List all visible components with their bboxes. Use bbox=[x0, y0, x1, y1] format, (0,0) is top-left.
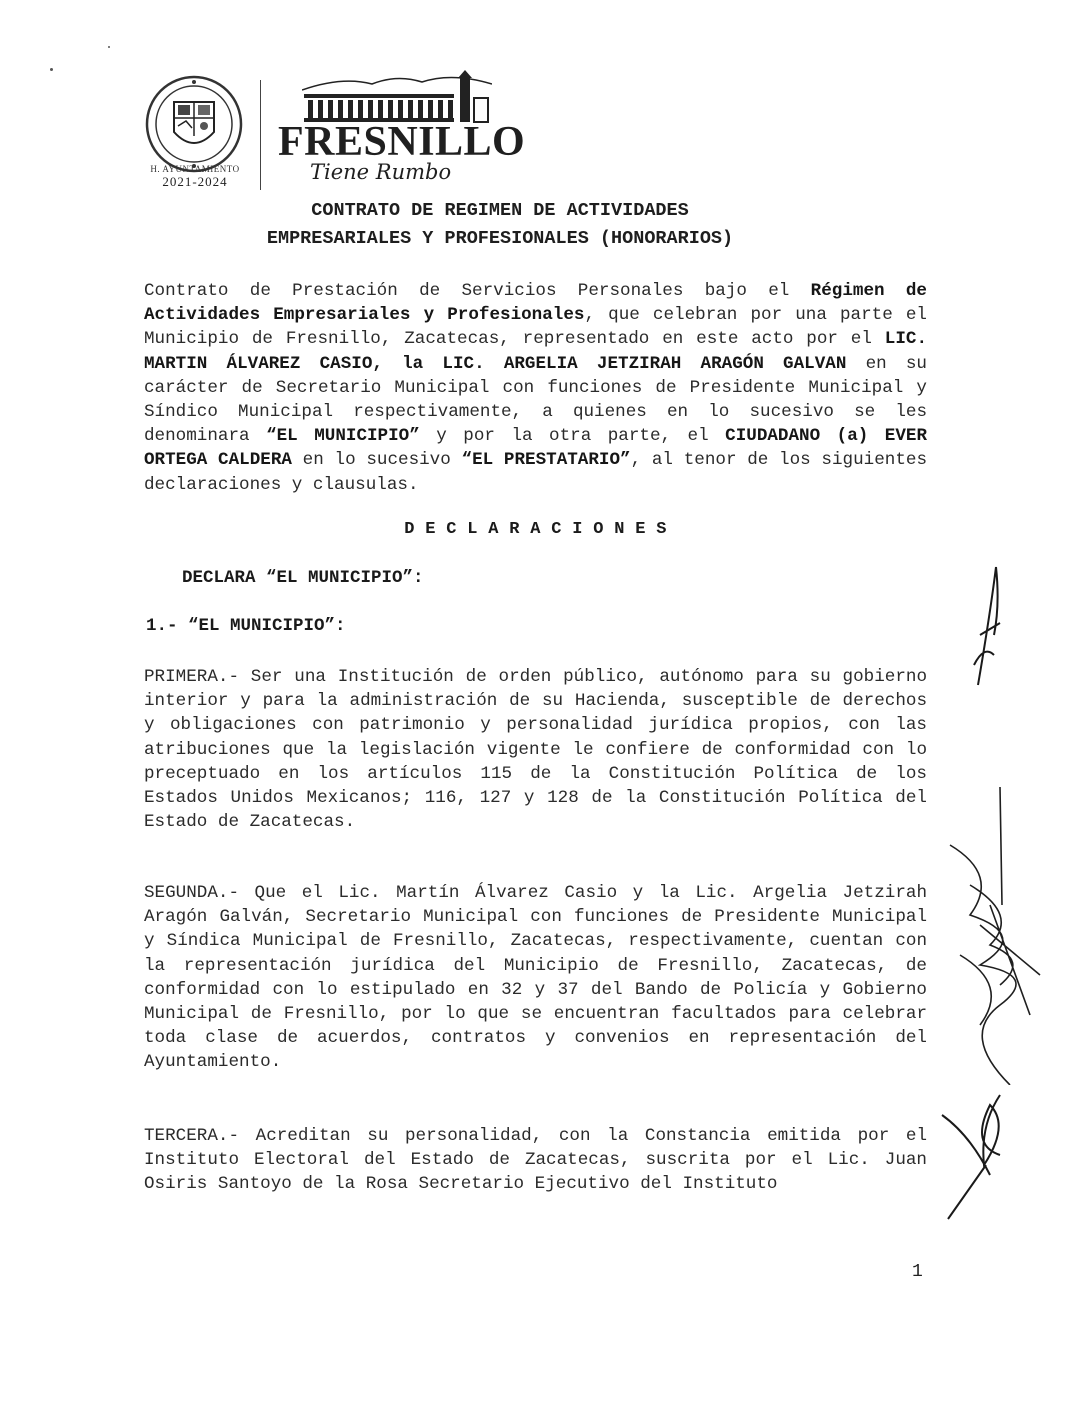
clause-tercera: TERCERA.- Acreditan su personalidad, con la Constancia emitida por el Instituto Electoral del Estado de Zacatecas, suscrita por el Lic. Juan Osiris Santoyo de la Rosa Secretario Ejecutivo del Instituto bbox=[144, 1126, 927, 1195]
scan-speck bbox=[50, 68, 53, 71]
section-1-heading: 1.- “EL MUNICIPIO”: bbox=[146, 616, 346, 636]
intro-text: , que celebran por una parte el Municipio de Fresnillo, Zacatecas, representado en este acto por el bbox=[144, 305, 927, 350]
intro-text: en lo sucesivo bbox=[291, 450, 462, 471]
intro-bold-representatives: LIC. MARTIN ÁLVAREZ CASIO, la LIC. ARGELIA JETZIRAH ARAGÓN GALVAN bbox=[144, 329, 927, 374]
document-title-line-2: EMPRESARIALES Y PROFESIONALES (HONORARIOS) bbox=[266, 228, 734, 249]
clause-primera: PRIMERA.- Ser una Institución de orden público, autónomo para su gobierno interior y para la administración de su Hacienda, susceptible de derechos y obligaciones con patrimonio y personalidad jurídica propios, con las atribuciones que la legislación vigente le confiere de conformidad con lo preceptuado en los artículos 115 de la Constitución Política de los Estados Unidos Mexicanos; 116, 127 y 128 de la Constitución Política del Estado de Zacatecas. bbox=[144, 667, 927, 833]
brand-name: FRESNILLO bbox=[278, 119, 526, 165]
intro-text: Contrato de Prestación de Servicios Personales bajo el bbox=[144, 281, 811, 301]
signature-mark bbox=[940, 1085, 1020, 1225]
intro-bold-prestatario: “EL PRESTATARIO” bbox=[461, 450, 631, 471]
intro-bold-regimen: Régimen de Actividades Empresariales y Profesionales bbox=[144, 281, 927, 326]
ayuntamiento-years: 2021-2024 bbox=[162, 174, 228, 189]
municipal-seal-icon bbox=[144, 74, 244, 174]
intro-paragraph bbox=[144, 279, 927, 497]
intro-text: y por la otra parte, el bbox=[419, 426, 726, 447]
intro-bold-ciudadano: CIUDADANO (a) EVER ORTEGA CALDERA bbox=[144, 426, 928, 471]
document-title-line-1: CONTRATO DE REGIMEN DE ACTIVIDADES bbox=[311, 200, 689, 221]
header-divider bbox=[260, 80, 261, 190]
brand-tagline: Tiene Rumbo bbox=[310, 160, 452, 184]
building-skyline-icon bbox=[302, 68, 492, 124]
declara-municipio-heading: DECLARA “EL MUNICIPIO”: bbox=[182, 568, 424, 588]
ayuntamiento-label: H. AYUNTAMIENTO bbox=[150, 164, 240, 174]
intro-text: en su carácter de Secretario Municipal con funciones de Presidente Municipal y Síndico Municipal respectivamente, a quienes en lo sucesivo se les denominara bbox=[144, 353, 927, 447]
intro-bold-municipio: “EL MUNICIPIO” bbox=[266, 426, 420, 447]
signature-mark bbox=[940, 785, 1050, 1085]
clause-segunda: SEGUNDA.- Que el Lic. Martín Álvarez Casio y la Lic. Argelia Jetzirah Aragón Galván, Secretario Municipal con funciones de Presidente Municipal y Síndica Municipal de Fresnillo, Zacatecas, respectivamente, cuentan con la representación jurídica del Municipio de Fresnillo, Zacatecas, de conformidad con lo estipulado en 32 y 37 del Bando de Policía y Gobierno Municipal de Fresnillo, por lo que se encuentran facultados para celebrar toda clase de acuerdos, contratos y convenios en representación del Ayuntamiento. bbox=[144, 883, 927, 1073]
intro-text: , al tenor de los siguientes declaraciones y clausulas. bbox=[144, 450, 927, 495]
declaraciones-heading: D E C L A R A C I O N E S bbox=[404, 520, 667, 539]
document-header bbox=[130, 68, 550, 188]
signature-mark bbox=[960, 565, 1010, 695]
scan-speck bbox=[108, 46, 110, 48]
page-number: 1 bbox=[912, 1262, 923, 1282]
